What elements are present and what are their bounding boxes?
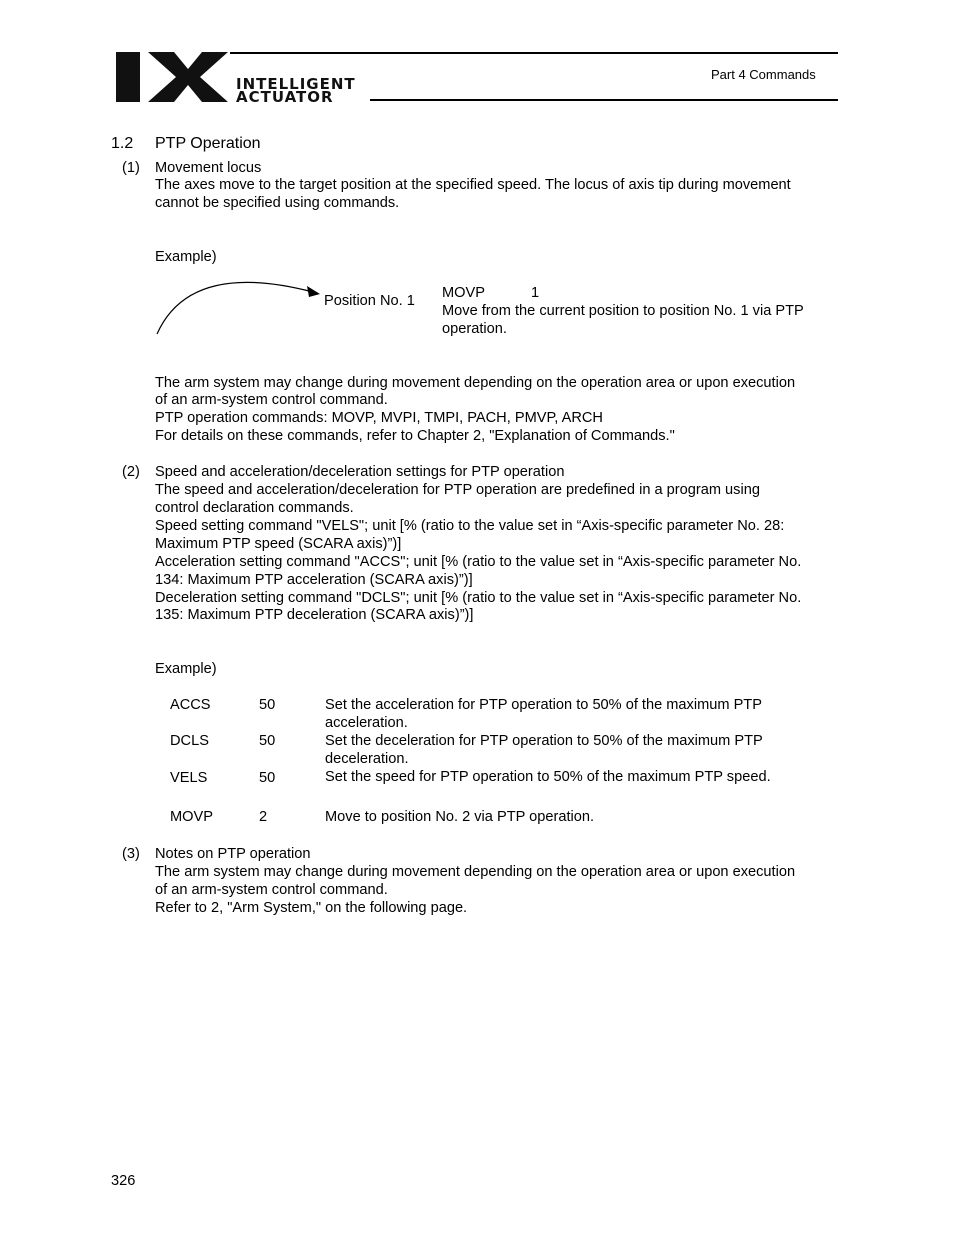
ptp-locus-arrow — [150, 270, 330, 340]
item1-text-line: The axes move to the target position at the specified speed. The locus of axis tip during movement — [155, 177, 791, 193]
item1-text-line: cannot be specified using commands. — [155, 195, 400, 211]
item2-example-label: Example) — [155, 661, 217, 677]
logo-line1: INTELLIGENT — [236, 75, 356, 93]
item2-title: Speed and acceleration/deceleration settings for PTP operation — [155, 464, 565, 480]
table-row-cmd: ACCS — [170, 697, 211, 713]
table-row-cmd: VELS — [170, 770, 208, 786]
item1-example-label: Example) — [155, 249, 217, 265]
table-row-desc: Set the deceleration for PTP operation to 50% of the maximum PTP — [325, 733, 763, 749]
item2-text-line: 135: Maximum PTP deceleration (SCARA axis)”)] — [155, 607, 474, 623]
item3-text-line: Refer to 2, "Arm System," on the following page. — [155, 900, 468, 916]
item2-text-line: Deceleration setting command "DCLS"; unit [% (ratio to the value set in “Axis-specific parameter No. — [155, 590, 802, 606]
page-number: 326 — [111, 1173, 136, 1189]
header-rule-bottom — [370, 99, 838, 101]
example-cmd: MOVP — [442, 285, 485, 301]
header-section-label: Part 4 Commands — [711, 67, 816, 82]
item3-text-line: The arm system may change during movement depending on the operation area or upon execution — [155, 864, 796, 880]
item2-text-line: Acceleration setting command "ACCS"; unit [% (ratio to the value set in “Axis-specific parameter No. — [155, 554, 802, 570]
item3-text-line: of an arm-system control command. — [155, 882, 388, 898]
header-rule-top — [230, 52, 838, 54]
table-row-desc: Set the speed for PTP operation to 50% of the maximum PTP speed. — [325, 769, 771, 785]
item3-number: (3) — [122, 846, 140, 862]
item1-note-line: For details on these commands, refer to Chapter 2, "Explanation of Commands." — [155, 428, 675, 444]
table-row-cmd: MOVP — [170, 809, 213, 825]
table-row-arg: 50 — [259, 697, 276, 713]
logo-line2: ACTUATOR — [236, 88, 334, 106]
item2-text-line: Maximum PTP speed (SCARA axis)”)] — [155, 536, 402, 552]
table-row-arg: 2 — [259, 809, 268, 825]
item2-number: (2) — [122, 464, 140, 480]
table-row-cmd: DCLS — [170, 733, 209, 749]
item1-note-line: PTP operation commands: MOVP, MVPI, TMPI, PACH, PMVP, ARCH — [155, 410, 603, 426]
item2-text-line: control declaration commands. — [155, 500, 354, 516]
item1-note-line: The arm system may change during movement depending on the operation area or upon execution — [155, 375, 796, 391]
example-cmd-desc-line: operation. — [442, 321, 507, 337]
item2-text-line: 134: Maximum PTP acceleration (SCARA axis)”)] — [155, 572, 473, 588]
item3-title: Notes on PTP operation — [155, 846, 311, 862]
table-row-arg: 50 — [259, 770, 276, 786]
item2-text-line: The speed and acceleration/deceleration for PTP operation are predefined in a program using — [155, 482, 760, 498]
example-cmd-desc-line: Move from the current position to position No. 1 via PTP — [442, 303, 804, 319]
section-number: 1.2 — [111, 135, 134, 152]
table-row-desc-cont: acceleration. — [325, 715, 408, 731]
item1-number: (1) — [122, 160, 140, 176]
table-row-desc-cont: deceleration. — [325, 751, 409, 767]
diagram-position-label: Position No. 1 — [324, 293, 415, 309]
section-title: PTP Operation — [155, 135, 261, 152]
table-row-desc: Set the acceleration for PTP operation to 50% of the maximum PTP — [325, 697, 762, 713]
item1-note-line: of an arm-system control command. — [155, 392, 388, 408]
table-row-arg: 50 — [259, 733, 276, 749]
item2-text-line: Speed setting command "VELS"; unit [% (ratio to the value set in “Axis-specific parameter No. 28: — [155, 518, 785, 534]
ix-logo-mark — [114, 52, 230, 104]
table-row-desc: Move to position No. 2 via PTP operation. — [325, 809, 595, 825]
item1-title: Movement locus — [155, 160, 262, 176]
example-cmd-arg: 1 — [531, 285, 540, 301]
